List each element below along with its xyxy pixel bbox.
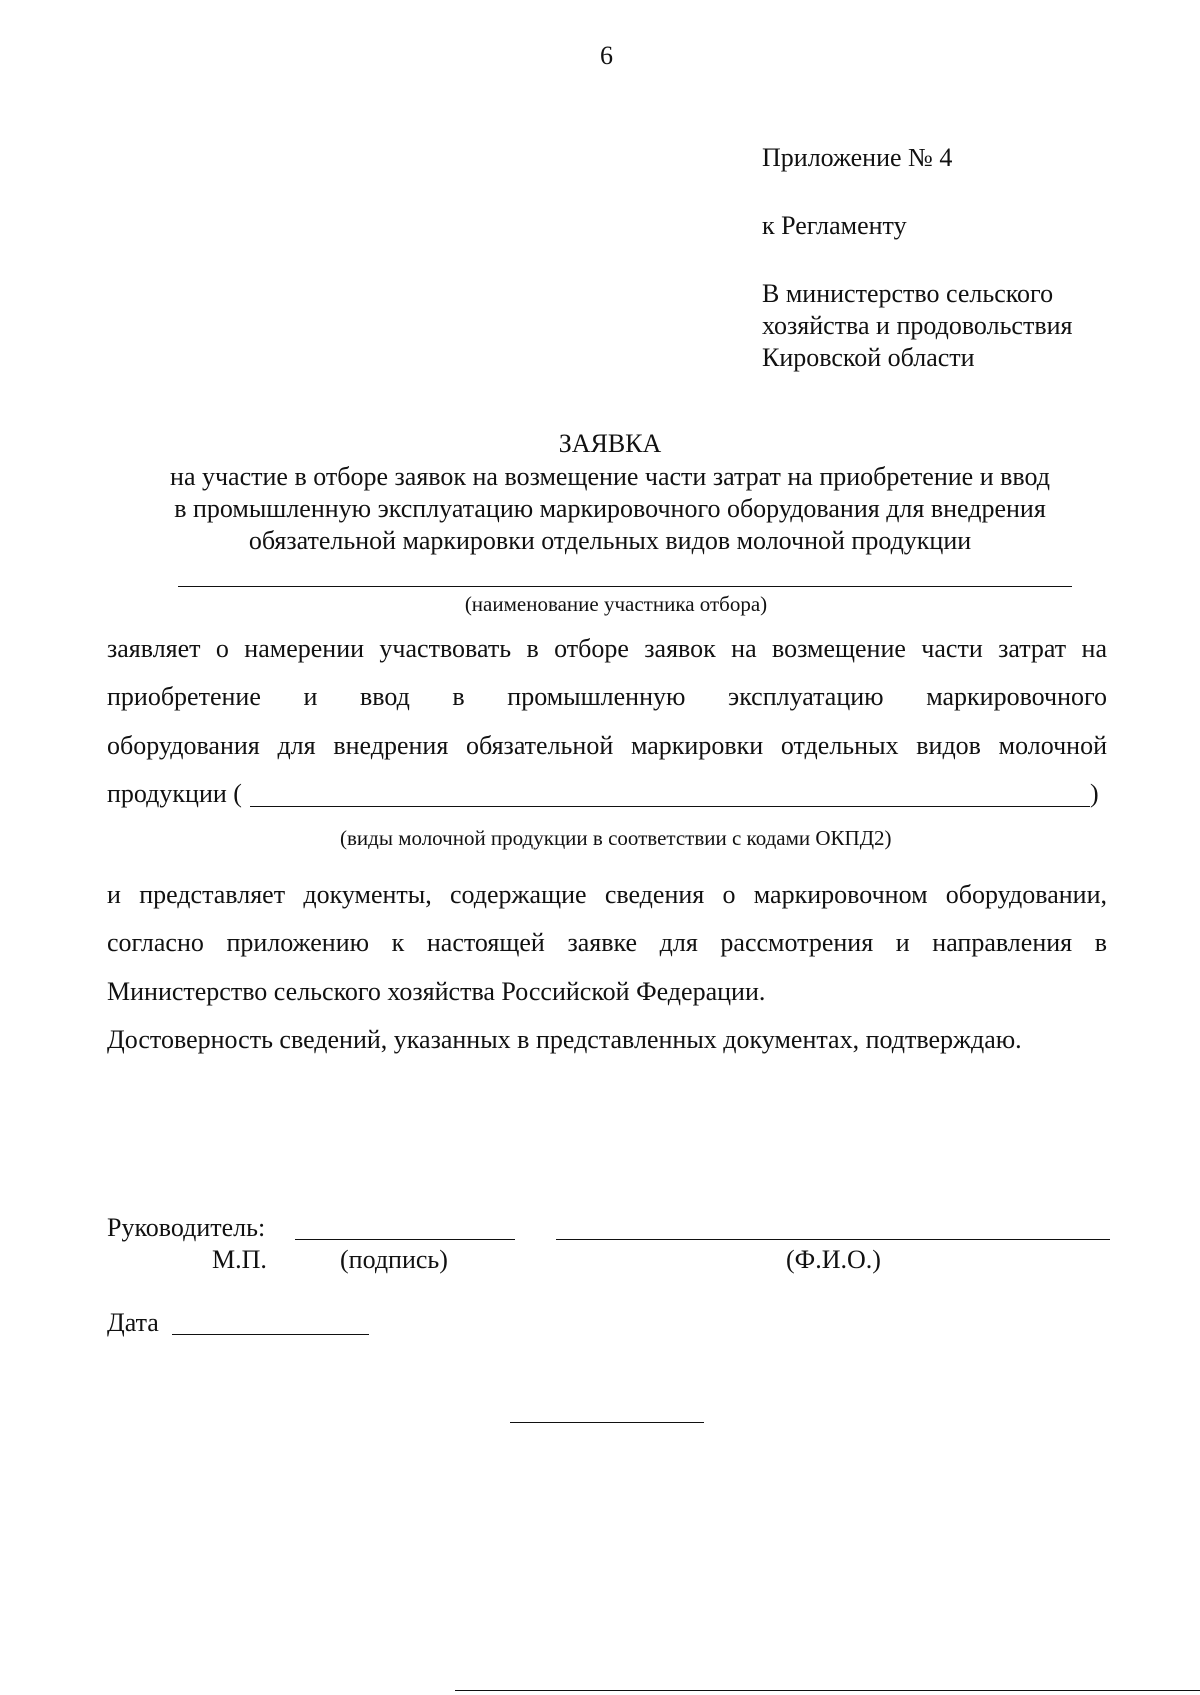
date-label: Дата	[107, 1308, 159, 1337]
body-line: Министерство сельского хозяйства Российской Федерации.	[107, 977, 766, 1006]
subtitle-line: в промышленную эксплуатацию маркировочного оборудования для внедрения	[174, 494, 1046, 523]
products-prefix: продукции (	[107, 779, 242, 808]
addressee-line: В министерство сельского	[762, 279, 1054, 308]
body-line: и представляет документы, содержащие сведения о маркировочном оборудовании,	[107, 880, 1107, 909]
products-suffix: )	[1090, 779, 1099, 808]
subtitle-line: на участие в отборе заявок на возмещение части затрат на приобретение и ввод	[170, 462, 1050, 491]
regulation-label: к Регламенту	[762, 211, 907, 240]
name-caption: (Ф.И.О.)	[786, 1245, 881, 1274]
signature-line	[295, 1239, 515, 1240]
products-caption: (виды молочной продукции в соответствии с кодами ОКПД2)	[340, 826, 892, 850]
participant-caption: (наименование участника отбора)	[464, 592, 768, 616]
body-line: заявляет о намерении участвовать в отборе заявок на возмещение части затрат на	[107, 634, 1107, 663]
body-line: согласно приложению к настоящей заявке для рассмотрения и направления в	[107, 928, 1107, 957]
appendix-label: Приложение № 4	[762, 143, 953, 172]
page-number: 6	[600, 41, 613, 70]
name-line	[556, 1239, 1110, 1240]
confirmation-line: Достоверность сведений, указанных в представленных документах, подтверждаю.	[107, 1025, 1022, 1054]
bottom-edge-line	[455, 1690, 1200, 1691]
products-field-line	[250, 806, 1090, 807]
addressee-line: хозяйства и продовольствия	[762, 311, 1073, 340]
addressee-line: Кировской области	[762, 343, 975, 372]
body-line: приобретение и ввод в промышленную эксплуатацию маркировочного	[107, 682, 1107, 711]
closing-divider	[510, 1422, 704, 1423]
participant-name-line	[178, 586, 1072, 587]
head-label: Руководитель:	[107, 1213, 266, 1242]
signature-caption: (подпись)	[340, 1245, 448, 1274]
date-line	[172, 1334, 369, 1335]
stamp-label: М.П.	[212, 1245, 267, 1274]
subtitle-line: обязательной маркировки отдельных видов молочной продукции	[248, 526, 972, 555]
document-title: ЗАЯВКА	[558, 429, 662, 458]
body-line: оборудования для внедрения обязательной маркировки отдельных видов молочной	[107, 731, 1107, 760]
